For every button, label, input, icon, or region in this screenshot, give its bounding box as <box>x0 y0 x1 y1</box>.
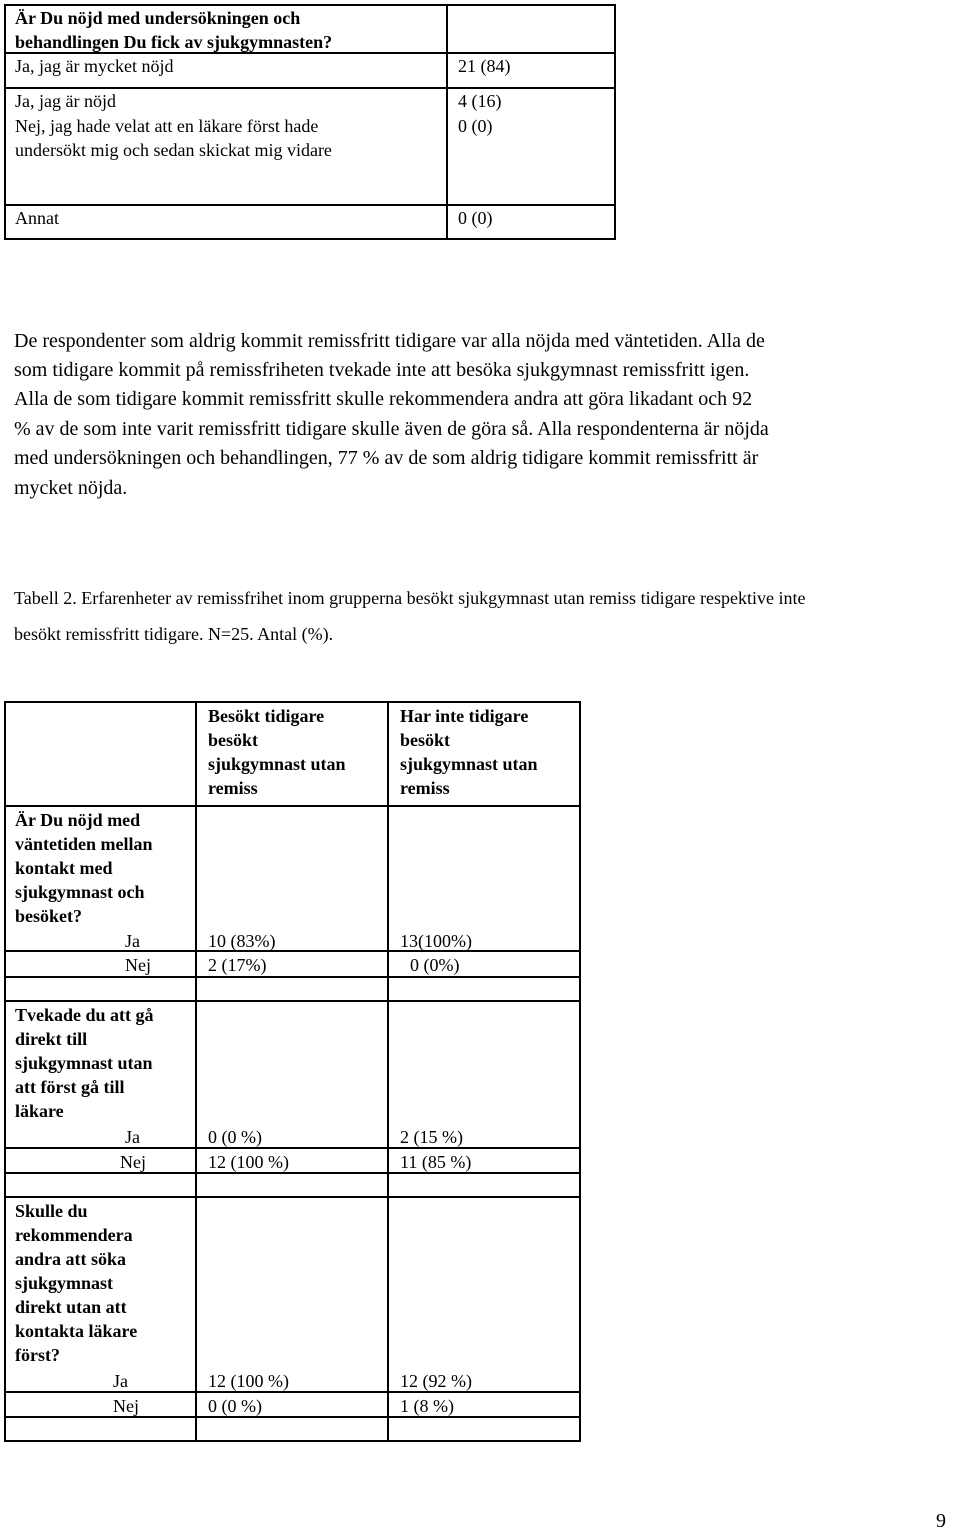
answer-value: 0 (0%) <box>410 955 460 975</box>
answer-label: Ja <box>125 1127 140 1147</box>
answer-value: 2 (15 %) <box>400 1127 463 1147</box>
answer-value: 10 (83%) <box>208 931 276 951</box>
question-hesitation: Tvekade du att gå direkt till sjukgymnast utan att först gå till läkare <box>15 1005 154 1121</box>
answer-label: Nej <box>125 955 151 975</box>
page-number: 9 <box>936 1510 946 1532</box>
question-waiting-time: Är Du nöjd med väntetiden mellan kontakt med sjukgymnast och besöket? <box>15 810 153 926</box>
question-recommend: Skulle du rekommendera andra att söka sjukgymnast direkt utan att kontakta läkare först? <box>15 1201 138 1365</box>
table1-row-value: 0 (0) <box>458 208 493 228</box>
answer-value: 11 (85 %) <box>400 1152 472 1172</box>
answer-value: 12 (100 %) <box>208 1371 289 1391</box>
table1-question: Är Du nöjd med undersökningen och behandlingen Du fick av sjukgymnasten? <box>15 8 333 52</box>
answer-label: Ja <box>125 931 140 951</box>
table1-row-label: Ja, jag är nöjd <box>15 91 116 111</box>
answer-label: Ja <box>113 1371 128 1391</box>
answer-value: 1 (8 %) <box>400 1396 454 1416</box>
answer-value: 0 (0 %) <box>208 1396 262 1416</box>
answer-value: 2 (17%) <box>208 955 267 975</box>
answer-value: 12 (92 %) <box>400 1371 472 1391</box>
column-header-visited: Besökt tidigare besökt sjukgymnast utan remiss <box>208 706 346 798</box>
answer-label: Nej <box>113 1396 139 1416</box>
column-header-not-visited: Har inte tidigare besökt sjukgymnast utan remiss <box>400 706 538 798</box>
answer-value: 13(100%) <box>400 931 472 951</box>
table1-row-value: 21 (84) <box>458 56 511 76</box>
answer-value: 12 (100 %) <box>208 1152 289 1172</box>
table1-row-value: 4 (16) <box>458 91 502 111</box>
table1-row-label: Annat <box>15 208 59 228</box>
answer-label: Nej <box>120 1152 146 1172</box>
table1-row-label: Nej, jag hade velat att en läkare först hade undersökt mig och sedan skickat mig vidare <box>15 116 332 160</box>
table1-row-value: 0 (0) <box>458 116 493 136</box>
table1-row-label: Ja, jag är mycket nöjd <box>15 56 174 76</box>
answer-value: 0 (0 %) <box>208 1127 262 1147</box>
